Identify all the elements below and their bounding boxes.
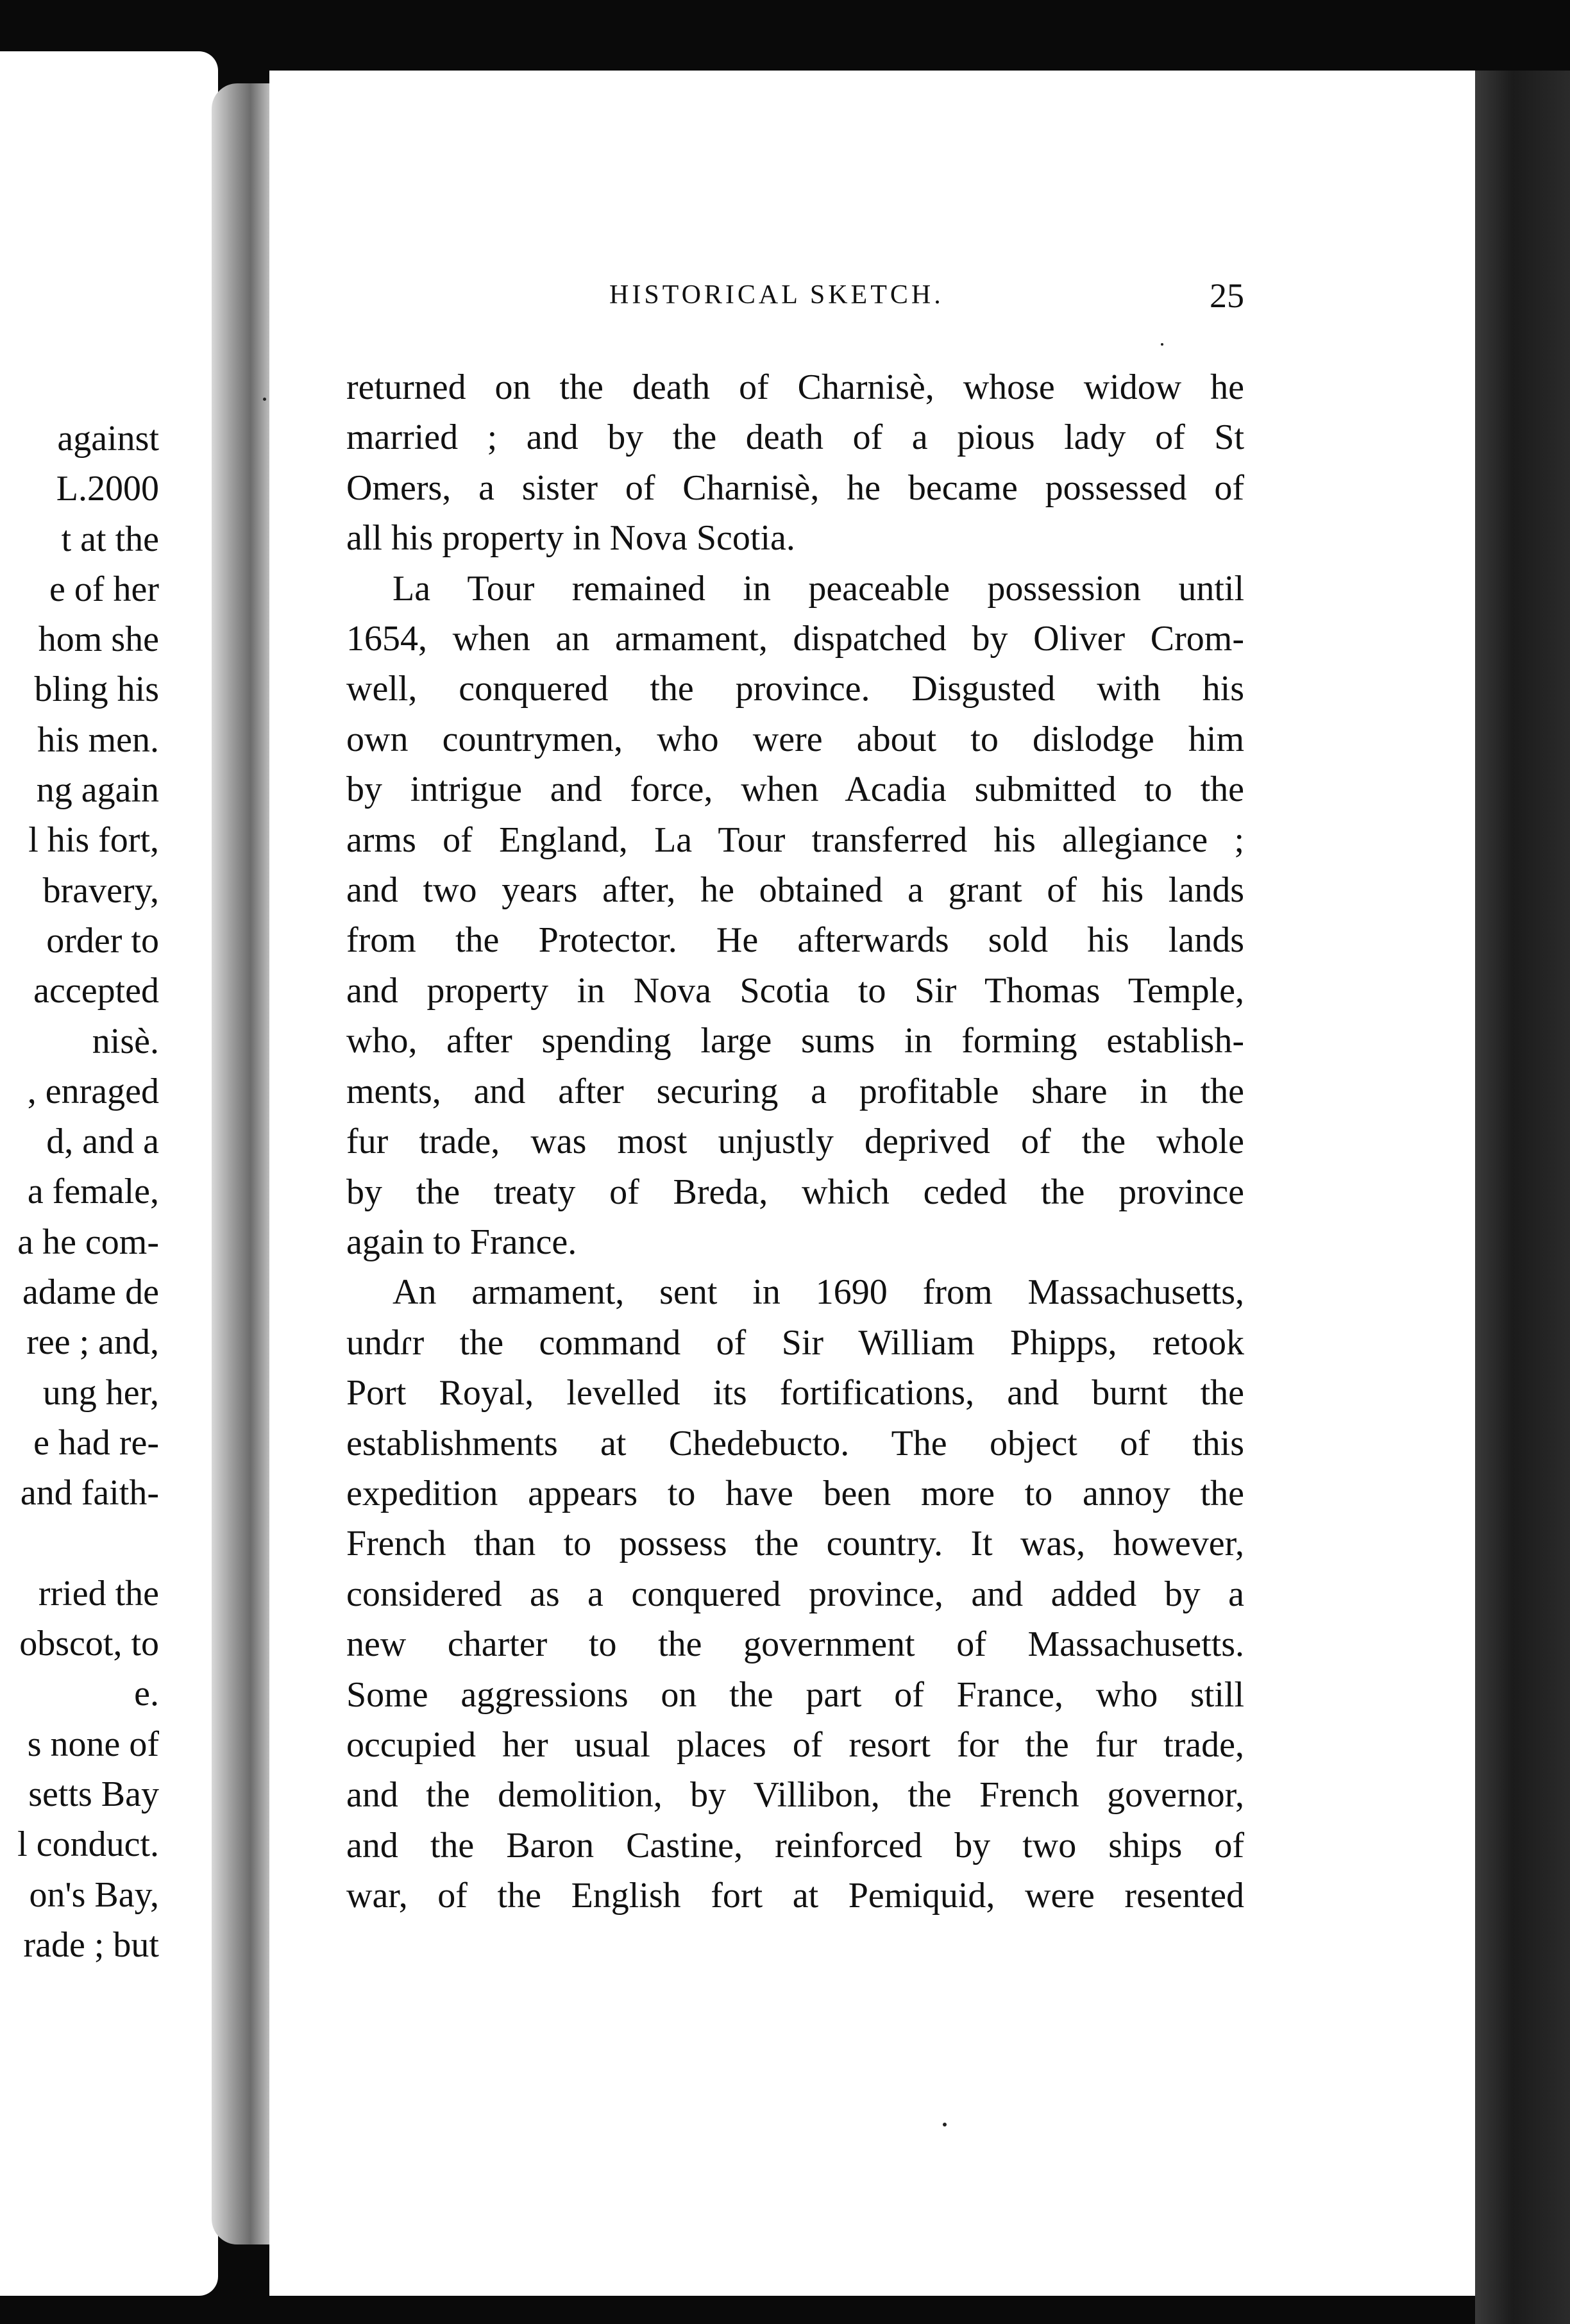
facing-line: e had re- [33, 1422, 159, 1463]
facing-line: nisè. [92, 1021, 159, 1061]
text-line: new charter to the government of Massachusetts. [346, 1624, 1244, 1665]
facing-line: setts Bay [28, 1774, 159, 1815]
scan-speck [263, 398, 266, 401]
facing-line: , enraged [27, 1071, 159, 1111]
text-line: fur trade, was most unjustly deprived of the whole [346, 1122, 1244, 1162]
facing-line: hom she [38, 619, 159, 660]
text-line: who, after spending large sums in forming establish- [346, 1021, 1244, 1061]
text-line: war, of the English fort at Pemiquid, were resented [346, 1876, 1244, 1916]
facing-line: bling his [34, 669, 159, 710]
facing-line: bravery, [42, 870, 159, 911]
facing-line: e. [134, 1674, 159, 1714]
text-line: An armament, sent in 1690 from Massachusetts, [393, 1272, 1244, 1313]
facing-line: and faith- [20, 1473, 159, 1513]
book-edge-right [1475, 71, 1570, 2324]
text-line: and property in Nova Scotia to Sir Thomas Temple, [346, 970, 1244, 1011]
text-line: by intrigue and force, when Acadia submitted to the [346, 770, 1244, 810]
text-line: again to France. [346, 1222, 577, 1262]
facing-line: t at the [61, 519, 159, 559]
facing-line: obscot, to [19, 1624, 159, 1664]
body-text [346, 362, 1244, 1921]
text-line: all his property in Nova Scotia. [346, 518, 795, 559]
facing-line: order to [46, 920, 159, 961]
facing-line: adame de [22, 1272, 159, 1313]
text-line: from the Protector. He afterwards sold his lands [346, 920, 1244, 961]
facing-line: l conduct. [17, 1824, 159, 1865]
scan-speck [1161, 343, 1163, 346]
scan-speck [943, 2123, 947, 2126]
facing-line: ree ; and, [26, 1322, 159, 1363]
facing-line: rade ; but [23, 1924, 159, 1965]
page-number: 25 [1210, 276, 1244, 315]
facing-line: a he com- [17, 1222, 159, 1262]
facing-line: ng again [36, 770, 159, 811]
text-line: and the Baron Castine, reinforced by two ships of [346, 1825, 1244, 1865]
text-line: by the treaty of Breda, which ceded the province [346, 1172, 1244, 1212]
text-line: 1654, when an armament, dispatched by Oliver Crom- [346, 619, 1244, 659]
facing-line: accepted [33, 971, 159, 1011]
facing-page-left [0, 51, 218, 2296]
text-line: well, conquered the province. Disgusted with his [346, 669, 1244, 709]
text-line: returned on the death of Charnisè, whose widow he [346, 367, 1244, 407]
facing-line: ung her, [42, 1372, 159, 1413]
text-line: married ; and by the death of a pious lady of St [346, 417, 1244, 458]
facing-line: l his fort, [28, 820, 159, 861]
text-line: French than to possess the country. It was, however, [346, 1524, 1244, 1564]
text-line: Some aggressions on the part of France, who still [346, 1674, 1244, 1715]
facing-line: on's Bay, [29, 1874, 159, 1915]
facing-line: rried the [38, 1573, 159, 1613]
facing-page-text [0, 414, 159, 1970]
text-line: establishments at Chedebucto. The object of this [346, 1423, 1244, 1463]
text-line: and the demolition, by Villibon, the French governor, [346, 1775, 1244, 1815]
text-line: Omers, a sister of Charnisè, he became possessed of [346, 467, 1244, 508]
text-line: undɾr the command of Sir William Phipps, retook [346, 1322, 1244, 1363]
facing-line: a female, [27, 1172, 159, 1212]
text-line: occupied her usual places of resort for the fur trade, [346, 1724, 1244, 1765]
facing-line: his men. [37, 720, 159, 760]
text-line: and two years after, he obtained a grant of his lands [346, 870, 1244, 911]
text-line: ments, and after securing a profitable share in the [346, 1071, 1244, 1111]
facing-line: s none of [27, 1724, 159, 1764]
text-line: considered as a conquered province, and added by a [346, 1574, 1244, 1614]
facing-line: against [57, 419, 159, 459]
facing-line: e of her [49, 569, 159, 609]
text-line: Port Royal, levelled its fortifications, and burnt the [346, 1373, 1244, 1413]
facing-line: d, and a [46, 1122, 159, 1162]
text-line: expedition appears to have been more to annoy the [346, 1473, 1244, 1513]
page-header [340, 276, 1244, 321]
text-line: arms of England, La Tour transferred his allegiance ; [346, 820, 1244, 860]
text-line: own countrymen, who were about to dislodge him [346, 719, 1244, 759]
running-head: HISTORICAL SKETCH. [609, 280, 944, 310]
facing-line: L.2000 [56, 469, 159, 509]
text-line: La Tour remained in peaceable possession until [393, 568, 1244, 609]
